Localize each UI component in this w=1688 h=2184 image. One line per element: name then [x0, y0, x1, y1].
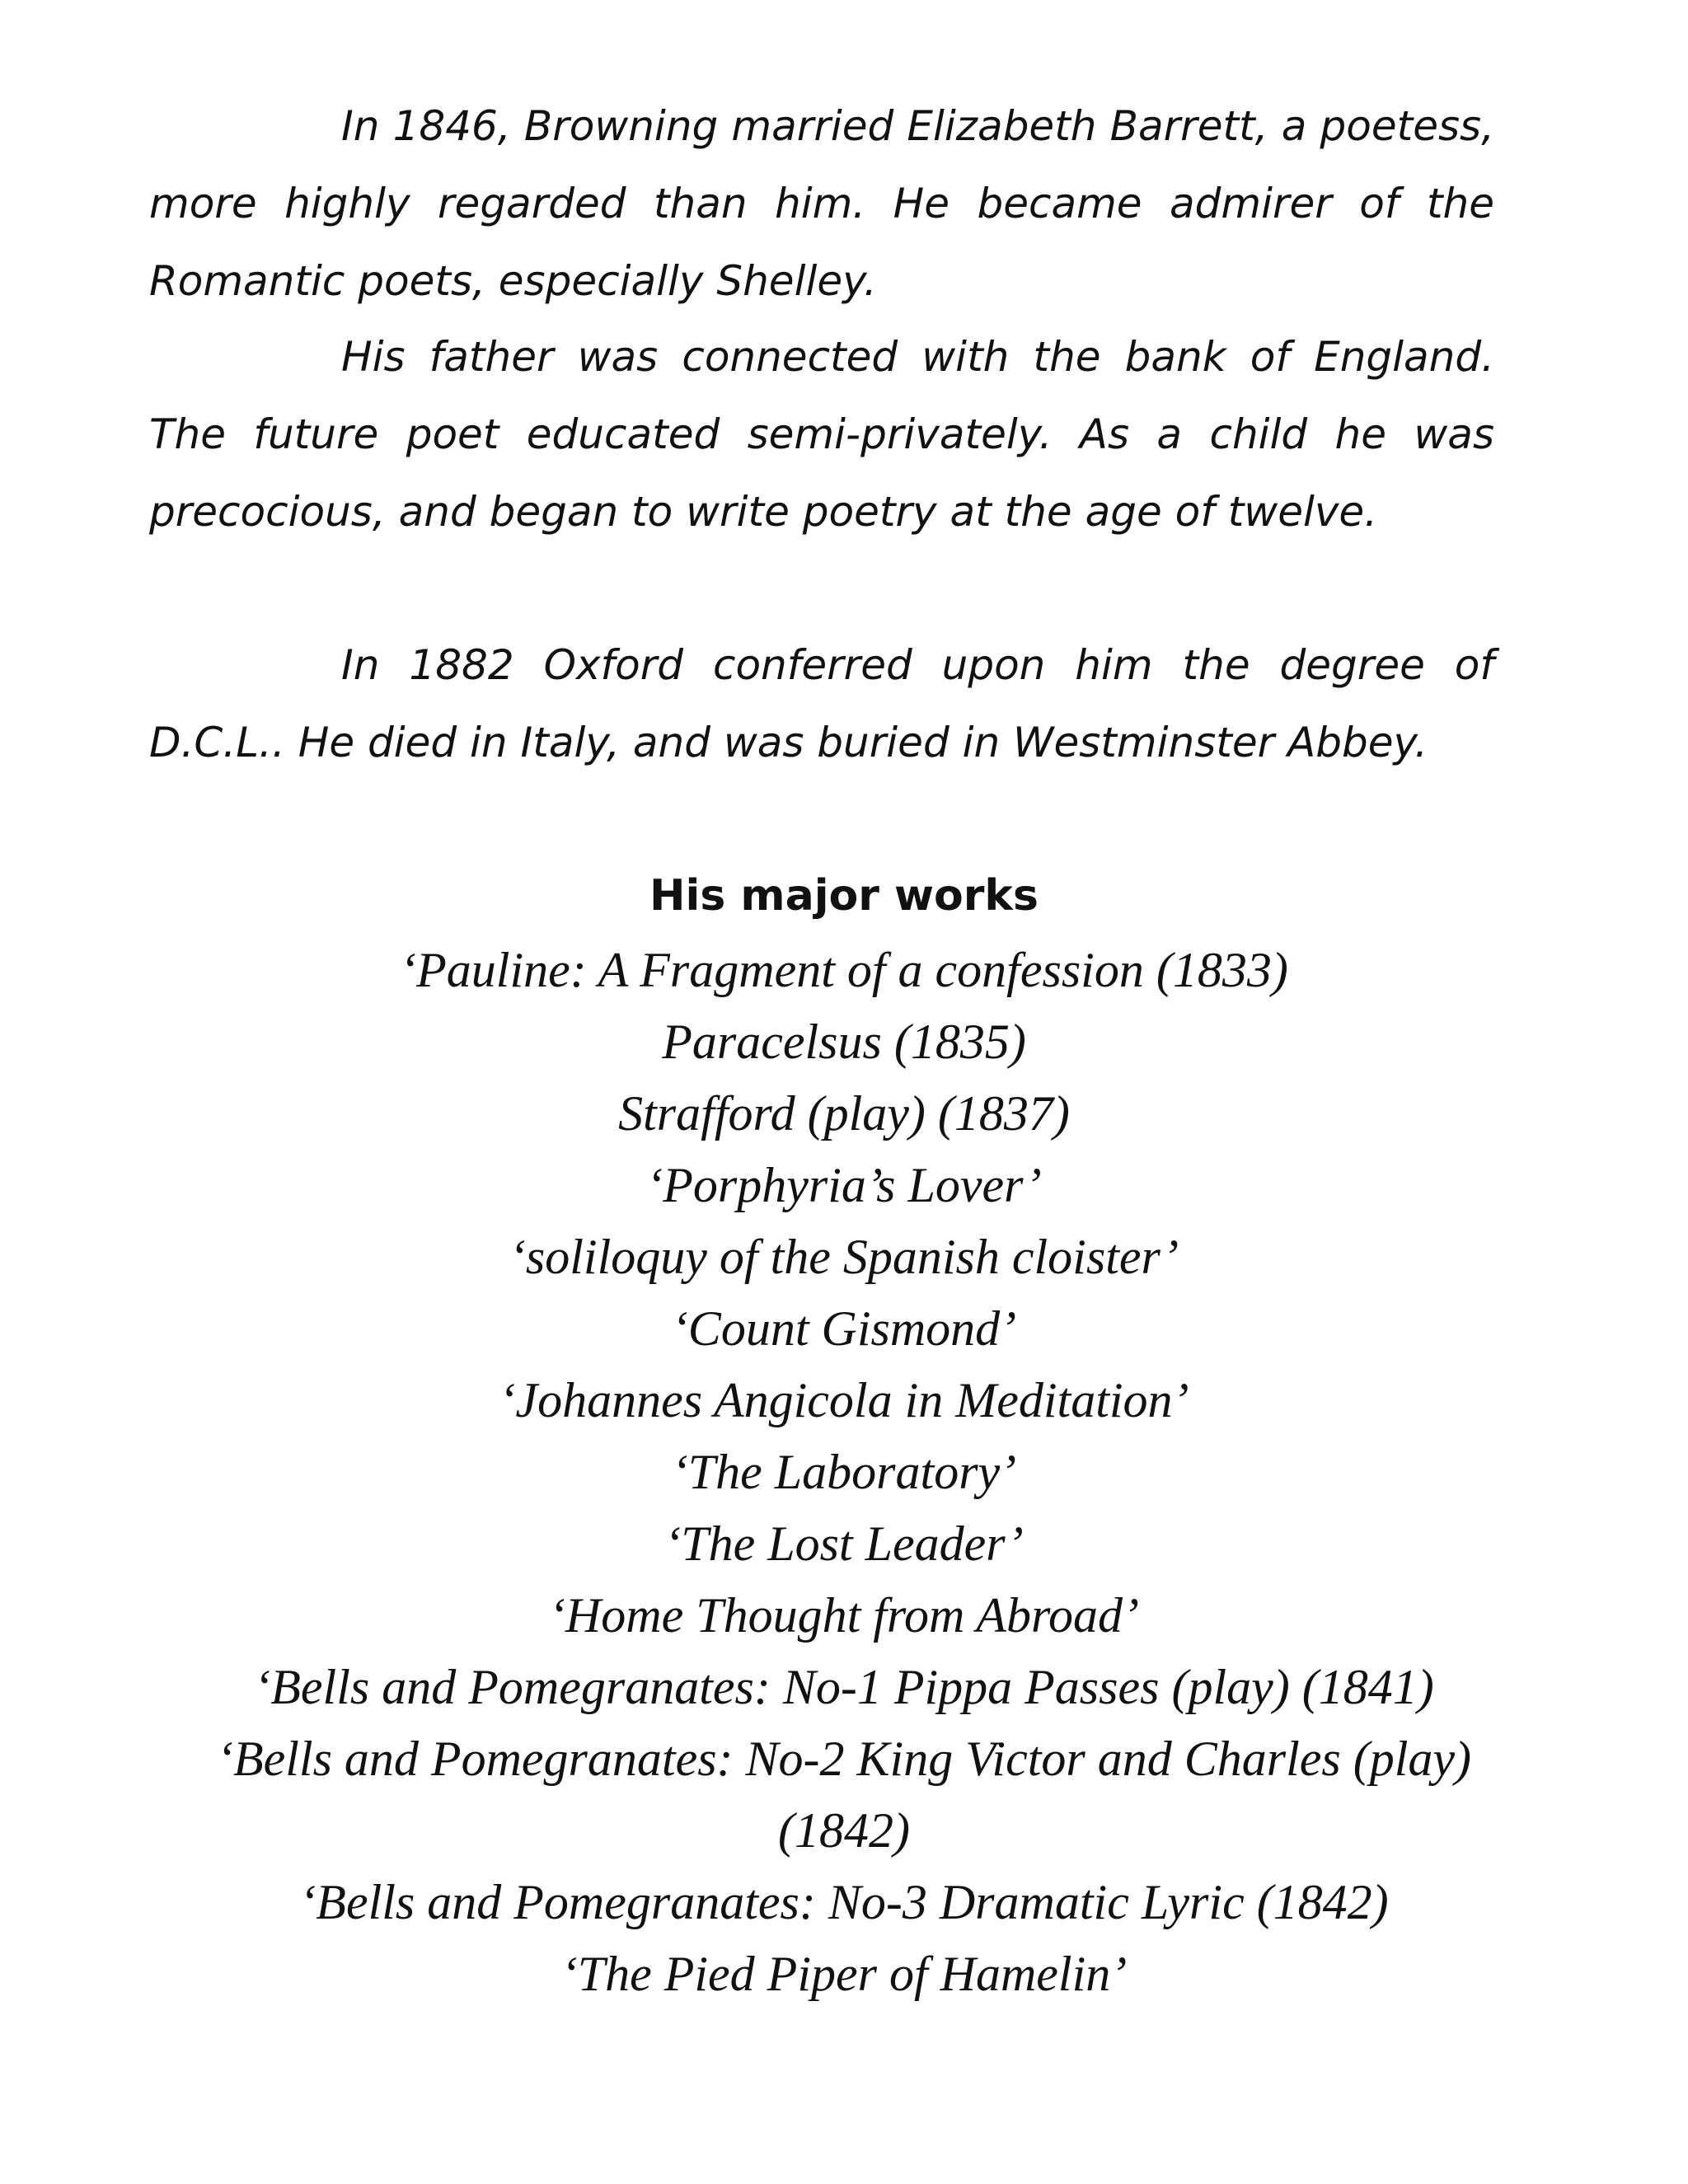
- work-item: ‘The Laboratory’: [671, 1445, 1017, 1499]
- work-item: ‘Porphyria’s Lover’: [646, 1158, 1042, 1212]
- work-item: Paracelsus (1835): [662, 1015, 1026, 1069]
- work-item: ‘soliloquy of the Spanish cloister’: [509, 1230, 1179, 1284]
- works-heading: His major works: [649, 871, 1039, 921]
- paragraph-text: In 1846, Browning married Elizabeth Barrett, a poetess, more highly regarded than him. He became admirer of the Romantic poets, especially Shelley.: [149, 102, 1494, 305]
- work-item: ‘The Lost Leader’: [664, 1516, 1024, 1571]
- works-list: [0, 935, 1688, 2010]
- work-item: ‘The Pied Piper of Hamelin’: [560, 1947, 1128, 2001]
- bio-paragraph-death: [149, 626, 1494, 781]
- paragraph-text: His father was connected with the bank of England. The future poet educated semi-privately. As a child he was precocious, and began to write poetry at the age of twelve.: [149, 333, 1494, 536]
- work-item: ‘Pauline: A Fragment of a confession (1833): [400, 943, 1288, 997]
- work-item: ‘Home Thought from Abroad’: [548, 1588, 1140, 1643]
- work-item: ‘Count Gismond’: [671, 1301, 1017, 1356]
- paragraph-text: In 1882 Oxford conferred upon him the degree of D.C.L.. He died in Italy, and was buried in Westminster Abbey.: [149, 641, 1494, 766]
- bio-paragraph-father: [149, 318, 1494, 551]
- work-item: ‘Bells and Pomegranates: No-1 Pippa Passes (play) (1841): [254, 1660, 1434, 1714]
- work-item: ‘Bells and Pomegranates: No-3 Dramatic Lyric (1842): [299, 1875, 1389, 1929]
- bio-paragraph-marriage: [149, 87, 1494, 320]
- work-item: ‘Johannes Angicola in Meditation’: [499, 1373, 1189, 1427]
- work-item: Strafford (play) (1837): [618, 1086, 1070, 1141]
- work-item: ‘Bells and Pomegranates: No-2 King Victor and Charles (play)(1842): [216, 1732, 1472, 1858]
